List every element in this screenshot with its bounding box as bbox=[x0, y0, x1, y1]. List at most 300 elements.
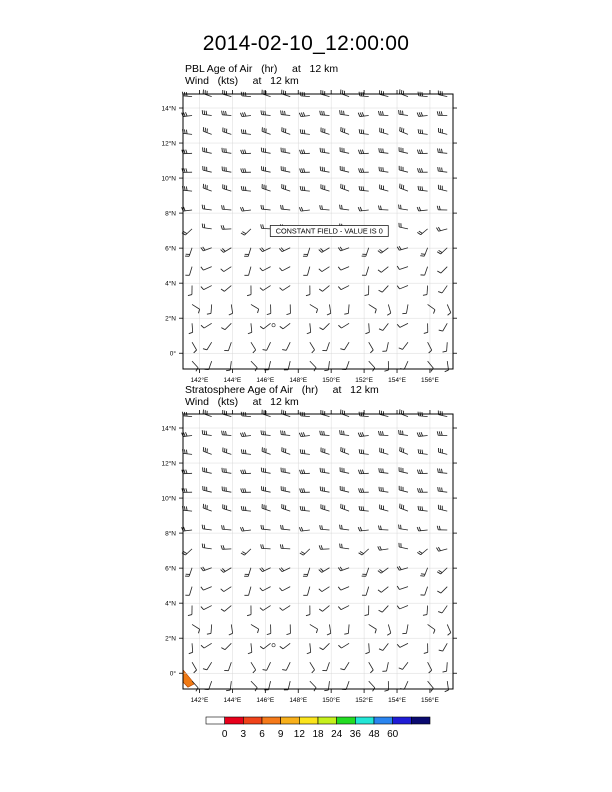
wind-barb bbox=[400, 89, 408, 96]
wind-barb bbox=[205, 361, 212, 369]
wind-barb bbox=[417, 488, 427, 492]
wind-barb bbox=[229, 304, 233, 315]
wind-barb bbox=[306, 606, 310, 616]
wind-barb bbox=[418, 449, 427, 454]
wind-barb bbox=[189, 323, 193, 333]
wind-barb bbox=[319, 587, 330, 592]
wind-barb bbox=[251, 662, 256, 673]
wind-barb bbox=[341, 90, 350, 97]
wind-barb bbox=[207, 304, 212, 314]
colorbar-swatch bbox=[262, 717, 281, 724]
wind-barb bbox=[192, 624, 200, 633]
wind-barb bbox=[322, 342, 329, 351]
lat-tick-label: 8°N bbox=[165, 210, 176, 218]
wind-barb bbox=[338, 323, 349, 328]
wind-barb bbox=[320, 111, 330, 116]
lat-tick-label: 0° bbox=[169, 350, 176, 358]
wind-barb bbox=[310, 681, 316, 691]
wind-barb bbox=[340, 525, 349, 530]
wind-barb bbox=[248, 643, 252, 653]
wind-barb bbox=[382, 342, 388, 351]
wind-barb bbox=[400, 361, 408, 369]
wind-barb bbox=[319, 286, 329, 292]
age-of-air-filled-region bbox=[183, 670, 195, 688]
wind-barb bbox=[241, 449, 251, 454]
wind-barb bbox=[369, 662, 374, 673]
wind-barb bbox=[192, 681, 198, 691]
wind-barb bbox=[369, 361, 375, 371]
wind-barb bbox=[340, 342, 349, 350]
wind-barb bbox=[203, 447, 211, 454]
wind-barb bbox=[340, 430, 349, 435]
wind-barb bbox=[280, 323, 290, 329]
wind-barb bbox=[320, 431, 330, 436]
wind-barb bbox=[300, 129, 310, 134]
wind-barb bbox=[261, 205, 271, 210]
wind-barb bbox=[378, 568, 388, 573]
wind-barb bbox=[362, 248, 369, 257]
wind-barb bbox=[321, 504, 330, 511]
svg-text:CONSTANT FIELD - VALUE IS 0: CONSTANT FIELD - VALUE IS 0 bbox=[275, 226, 383, 236]
wind-barb bbox=[436, 547, 447, 551]
wind-barb bbox=[222, 148, 231, 153]
wind-barb bbox=[261, 544, 271, 549]
colorbar-label: 9 bbox=[277, 729, 284, 740]
panel1-wind-label: Wind (kts) at 12 km bbox=[185, 75, 299, 87]
wind-barb bbox=[299, 432, 309, 436]
wind-barb bbox=[201, 247, 212, 251]
wind-barb bbox=[437, 111, 447, 115]
wind-barb bbox=[418, 129, 427, 134]
wind-barb bbox=[340, 467, 349, 473]
wind-barb bbox=[417, 549, 427, 555]
lat-tick-label: 4°N bbox=[165, 280, 176, 288]
wind-barb bbox=[397, 266, 408, 269]
wind-barb bbox=[300, 488, 310, 492]
wind-barb bbox=[192, 342, 197, 353]
wind-barb bbox=[262, 504, 271, 511]
wind-barb bbox=[369, 304, 377, 313]
wind-barb bbox=[321, 90, 330, 97]
wind-barb bbox=[380, 185, 389, 192]
wind-barb bbox=[299, 207, 309, 211]
wind-barb bbox=[251, 304, 259, 313]
lat-tick-label: 10°N bbox=[161, 175, 176, 183]
wind-barb bbox=[202, 525, 211, 530]
lat-tick-label: 6°N bbox=[165, 565, 176, 573]
wind-barb bbox=[229, 624, 233, 635]
wind-barb bbox=[378, 248, 388, 253]
wind-barb bbox=[263, 662, 271, 670]
lon-tick-label: 154°E bbox=[388, 377, 406, 384]
wind-barb bbox=[359, 488, 369, 492]
wind-barb bbox=[247, 286, 251, 296]
wind-barb bbox=[443, 662, 448, 672]
wind-barb bbox=[281, 468, 290, 474]
wind-barb bbox=[224, 342, 231, 351]
wind-barb bbox=[188, 606, 192, 616]
wind-barb bbox=[338, 286, 349, 290]
wind-barb bbox=[240, 527, 250, 531]
wind-barb bbox=[320, 486, 329, 492]
colorbar-swatch bbox=[337, 717, 356, 724]
wind-barb bbox=[437, 248, 447, 254]
wind-barb bbox=[221, 606, 231, 612]
wind-barb bbox=[244, 568, 251, 577]
wind-barbs bbox=[182, 409, 451, 691]
wind-barb bbox=[365, 286, 369, 296]
wind-barb bbox=[303, 267, 310, 276]
colorbar-swatch bbox=[243, 717, 262, 724]
wind-barb bbox=[221, 248, 232, 253]
wind-barb bbox=[251, 342, 256, 353]
colorbar-swatch bbox=[355, 717, 374, 724]
wind-barb bbox=[320, 525, 330, 530]
wind-barb bbox=[201, 587, 212, 590]
wind-barb bbox=[192, 304, 200, 313]
wind-barb bbox=[417, 112, 427, 116]
wind-barb bbox=[201, 286, 212, 290]
wind-barb bbox=[379, 606, 389, 613]
colorbar-swatch bbox=[206, 717, 225, 724]
wind-barb bbox=[282, 184, 291, 191]
wind-barb bbox=[321, 184, 330, 191]
wind-barb bbox=[428, 304, 435, 313]
wind-barb bbox=[437, 568, 447, 574]
wind-barb bbox=[399, 662, 408, 669]
wind-barb bbox=[428, 342, 432, 353]
wind-barb bbox=[438, 448, 447, 454]
wind-barb bbox=[202, 110, 211, 115]
wind-barb bbox=[263, 342, 271, 350]
wind-barb bbox=[421, 587, 428, 596]
wind-barb bbox=[310, 624, 318, 633]
wind-barb bbox=[244, 267, 251, 276]
wind-barb bbox=[400, 409, 408, 416]
wind-barb bbox=[397, 286, 408, 289]
wind-barb bbox=[244, 587, 251, 596]
wind-barb bbox=[319, 568, 330, 573]
lon-tick-label: 148°E bbox=[289, 697, 308, 704]
wind-barb bbox=[222, 166, 231, 172]
wind-barb bbox=[267, 624, 271, 634]
wind-barb bbox=[201, 567, 212, 571]
lat-tick-label: 2°N bbox=[165, 315, 176, 323]
wind-barb bbox=[281, 110, 291, 115]
wind-barb bbox=[321, 447, 330, 454]
wind-barb bbox=[384, 681, 388, 691]
wind-barb bbox=[320, 166, 329, 172]
wind-barb bbox=[447, 624, 451, 635]
panel1-field-label: PBL Age of Air (hr) at 12 km bbox=[185, 63, 339, 75]
wind-barb bbox=[279, 587, 290, 591]
wind-barb bbox=[342, 681, 349, 689]
calm-wind-circle bbox=[272, 644, 275, 647]
wind-barb bbox=[261, 110, 271, 115]
wind-barb bbox=[222, 486, 231, 492]
wind-barb bbox=[421, 267, 428, 276]
colorbar-swatch bbox=[411, 717, 430, 724]
wind-barb bbox=[267, 304, 271, 314]
wind-barb bbox=[438, 185, 447, 191]
wind-barb bbox=[185, 587, 192, 596]
wind-barb bbox=[447, 304, 451, 315]
wind-barb bbox=[437, 587, 447, 593]
wind-barb bbox=[223, 127, 232, 134]
wind-barb bbox=[378, 546, 389, 550]
wind-barb bbox=[358, 207, 368, 211]
wind-barb bbox=[224, 662, 231, 671]
map-frame bbox=[183, 414, 453, 689]
wind-barb bbox=[380, 128, 389, 135]
wind-barb bbox=[307, 643, 311, 653]
wind-barb bbox=[251, 681, 257, 691]
wind-barb bbox=[378, 111, 388, 116]
wind-barb bbox=[222, 468, 231, 473]
wind-barb bbox=[221, 643, 231, 649]
wind-barb bbox=[207, 624, 212, 634]
wind-barb bbox=[445, 361, 449, 372]
wind-barb bbox=[424, 323, 428, 333]
wind-barb bbox=[341, 504, 349, 511]
wind-barb bbox=[400, 447, 408, 454]
wind-barb bbox=[202, 205, 211, 210]
wind-barb bbox=[282, 447, 290, 454]
wind-barb bbox=[281, 205, 291, 210]
lat-tick-label: 10°N bbox=[161, 495, 176, 503]
wind-barb bbox=[222, 431, 232, 436]
wind-barb bbox=[402, 304, 408, 313]
wind-barb bbox=[244, 248, 251, 257]
wind-barb bbox=[402, 624, 408, 633]
wind-barb bbox=[378, 206, 388, 210]
wind-barb bbox=[240, 207, 250, 211]
lat-tick-label: 0° bbox=[169, 670, 176, 678]
wind-barb bbox=[282, 504, 291, 511]
wind-barb bbox=[378, 431, 388, 436]
wind-barb bbox=[203, 410, 212, 417]
wind-barb bbox=[437, 526, 447, 530]
wind-barb bbox=[202, 224, 211, 229]
wind-barb bbox=[183, 129, 193, 134]
wind-barb bbox=[223, 504, 232, 511]
wind-barb bbox=[387, 624, 391, 635]
wind-barb bbox=[319, 606, 329, 612]
colorbar bbox=[206, 717, 430, 740]
wind-barb bbox=[303, 587, 310, 596]
wind-barb bbox=[369, 342, 374, 353]
colorbar-swatch bbox=[393, 717, 412, 724]
wind-barb bbox=[182, 186, 192, 191]
wind-barb bbox=[203, 90, 212, 97]
wind-barb bbox=[438, 468, 448, 473]
lon-tick-label: 144°E bbox=[223, 377, 242, 384]
wind-barb bbox=[362, 568, 369, 577]
wind-barb bbox=[399, 223, 408, 229]
lat-tick-label: 14°N bbox=[161, 425, 176, 433]
wind-barb bbox=[359, 549, 369, 555]
wind-barb bbox=[399, 467, 408, 473]
wind-barb bbox=[438, 167, 448, 172]
wind-barb bbox=[282, 662, 290, 670]
wind-barb bbox=[319, 248, 330, 253]
wind-barb bbox=[223, 447, 232, 454]
lon-tick-label: 156°E bbox=[421, 697, 439, 704]
wind-barb bbox=[358, 527, 368, 531]
lon-tick-label: 150°E bbox=[322, 697, 341, 704]
wind-barb bbox=[185, 568, 192, 577]
wind-barb bbox=[387, 304, 391, 315]
wind-barb bbox=[240, 432, 250, 436]
wind-barb bbox=[400, 127, 408, 134]
wind-barb bbox=[379, 286, 389, 293]
wind-barb bbox=[241, 470, 251, 474]
wind-barb bbox=[321, 410, 330, 417]
wind-barb bbox=[397, 606, 408, 609]
wind-barb bbox=[189, 643, 193, 653]
wind-barb bbox=[303, 568, 310, 577]
wind-barb bbox=[310, 342, 315, 353]
wind-barb bbox=[378, 587, 388, 593]
wind-barb bbox=[369, 681, 375, 691]
colorbar-swatch bbox=[374, 717, 393, 724]
wind-barb bbox=[340, 662, 349, 670]
wind-barb bbox=[397, 323, 408, 327]
wind-barb bbox=[280, 286, 291, 291]
wind-barb bbox=[400, 681, 408, 689]
wind-barb bbox=[417, 207, 427, 211]
wind-barb bbox=[192, 662, 197, 673]
wind-barb bbox=[202, 544, 211, 549]
lat-tick-label: 6°N bbox=[165, 245, 176, 253]
lon-tick-label: 148°E bbox=[289, 377, 308, 384]
calm-wind-circle bbox=[272, 324, 275, 327]
wind-barb bbox=[261, 430, 271, 435]
wind-barb bbox=[300, 449, 310, 454]
lon-tick-label: 142°E bbox=[190, 377, 209, 384]
wind-barb bbox=[203, 504, 211, 511]
wind-barb bbox=[424, 643, 428, 653]
wind-barb bbox=[379, 148, 389, 153]
wind-barb bbox=[281, 166, 290, 172]
wind-barb bbox=[362, 267, 369, 276]
wind-barb bbox=[437, 206, 447, 210]
wind-barb bbox=[423, 286, 428, 296]
wind-barb bbox=[338, 267, 349, 270]
lon-tick-label: 152°E bbox=[355, 697, 373, 704]
colorbar-label: 24 bbox=[331, 729, 343, 740]
wind-barb bbox=[222, 111, 232, 116]
lat-tick-label: 12°N bbox=[161, 140, 176, 148]
wind-barb bbox=[399, 342, 408, 349]
wind-barb bbox=[384, 361, 388, 371]
wind-barb bbox=[320, 468, 329, 473]
wind-barb bbox=[261, 224, 271, 229]
wind-barb bbox=[380, 410, 389, 416]
wind-barb bbox=[379, 468, 389, 473]
wind-barb bbox=[221, 323, 231, 329]
lon-tick-label: 146°E bbox=[256, 377, 275, 384]
map-panel-top bbox=[161, 89, 457, 384]
lon-tick-label: 142°E bbox=[190, 697, 209, 704]
wind-barb bbox=[438, 128, 447, 134]
wind-barb bbox=[303, 248, 310, 257]
wind-barb bbox=[240, 112, 250, 116]
wind-barb bbox=[420, 248, 427, 256]
wind-barb bbox=[436, 227, 447, 231]
wind-barb bbox=[223, 184, 232, 191]
wind-barb bbox=[222, 525, 232, 530]
wind-barb bbox=[358, 432, 368, 436]
wind-barb bbox=[262, 166, 271, 172]
wind-barb bbox=[221, 267, 232, 272]
wind-barb bbox=[340, 166, 349, 172]
wind-barb bbox=[380, 505, 389, 512]
panel2-wind-label: Wind (kts) at 12 km bbox=[185, 396, 299, 408]
wind-barb bbox=[281, 148, 290, 154]
wind-barb bbox=[300, 186, 310, 191]
wind-barb bbox=[379, 167, 388, 172]
wind-barb bbox=[428, 662, 432, 673]
wind-barb bbox=[359, 168, 369, 172]
wind-barb bbox=[262, 127, 270, 134]
colorbar-label: 3 bbox=[240, 729, 247, 740]
wind-barb bbox=[340, 486, 349, 492]
wind-barb bbox=[378, 526, 388, 530]
lon-tick-label: 146°E bbox=[256, 697, 275, 704]
wind-barb bbox=[445, 681, 449, 692]
wind-barb bbox=[423, 606, 428, 616]
lat-tick-label: 14°N bbox=[161, 105, 176, 113]
wind-barb bbox=[369, 624, 377, 633]
wind-barb bbox=[203, 147, 212, 153]
wind-barb bbox=[241, 488, 251, 492]
colorbar-label: 6 bbox=[259, 729, 265, 740]
wind-barb bbox=[400, 504, 408, 511]
wind-barb bbox=[319, 323, 329, 329]
wind-barb bbox=[300, 168, 310, 172]
wind-barb bbox=[399, 486, 408, 492]
wind-barb bbox=[203, 127, 211, 134]
wind-barb bbox=[310, 361, 316, 371]
wind-barb bbox=[340, 205, 349, 210]
colorbar-label: 48 bbox=[368, 729, 380, 740]
wind-barb bbox=[340, 110, 349, 115]
wind-barb bbox=[201, 643, 212, 648]
wind-barb bbox=[327, 624, 331, 635]
wind-barb bbox=[438, 286, 447, 293]
colorbar-swatch bbox=[225, 717, 244, 724]
wind-barb bbox=[251, 361, 257, 371]
lon-tick-label: 144°E bbox=[223, 697, 242, 704]
wind-barb bbox=[344, 624, 349, 634]
wind-barb bbox=[320, 205, 330, 210]
wind-barb bbox=[443, 342, 448, 352]
wind-barb bbox=[340, 147, 349, 153]
wind-barb bbox=[247, 606, 251, 616]
wind-barb bbox=[262, 90, 271, 97]
wind-barb bbox=[221, 545, 231, 549]
colorbar-label: 12 bbox=[293, 729, 305, 740]
wind-barb bbox=[399, 110, 408, 115]
wind-barb bbox=[201, 606, 212, 610]
wind-barb bbox=[203, 467, 212, 473]
wind-barb bbox=[380, 90, 389, 96]
wind-barb bbox=[203, 166, 212, 172]
wind-barb bbox=[223, 410, 232, 417]
wind-barb bbox=[281, 430, 291, 435]
wind-barb bbox=[399, 543, 408, 549]
